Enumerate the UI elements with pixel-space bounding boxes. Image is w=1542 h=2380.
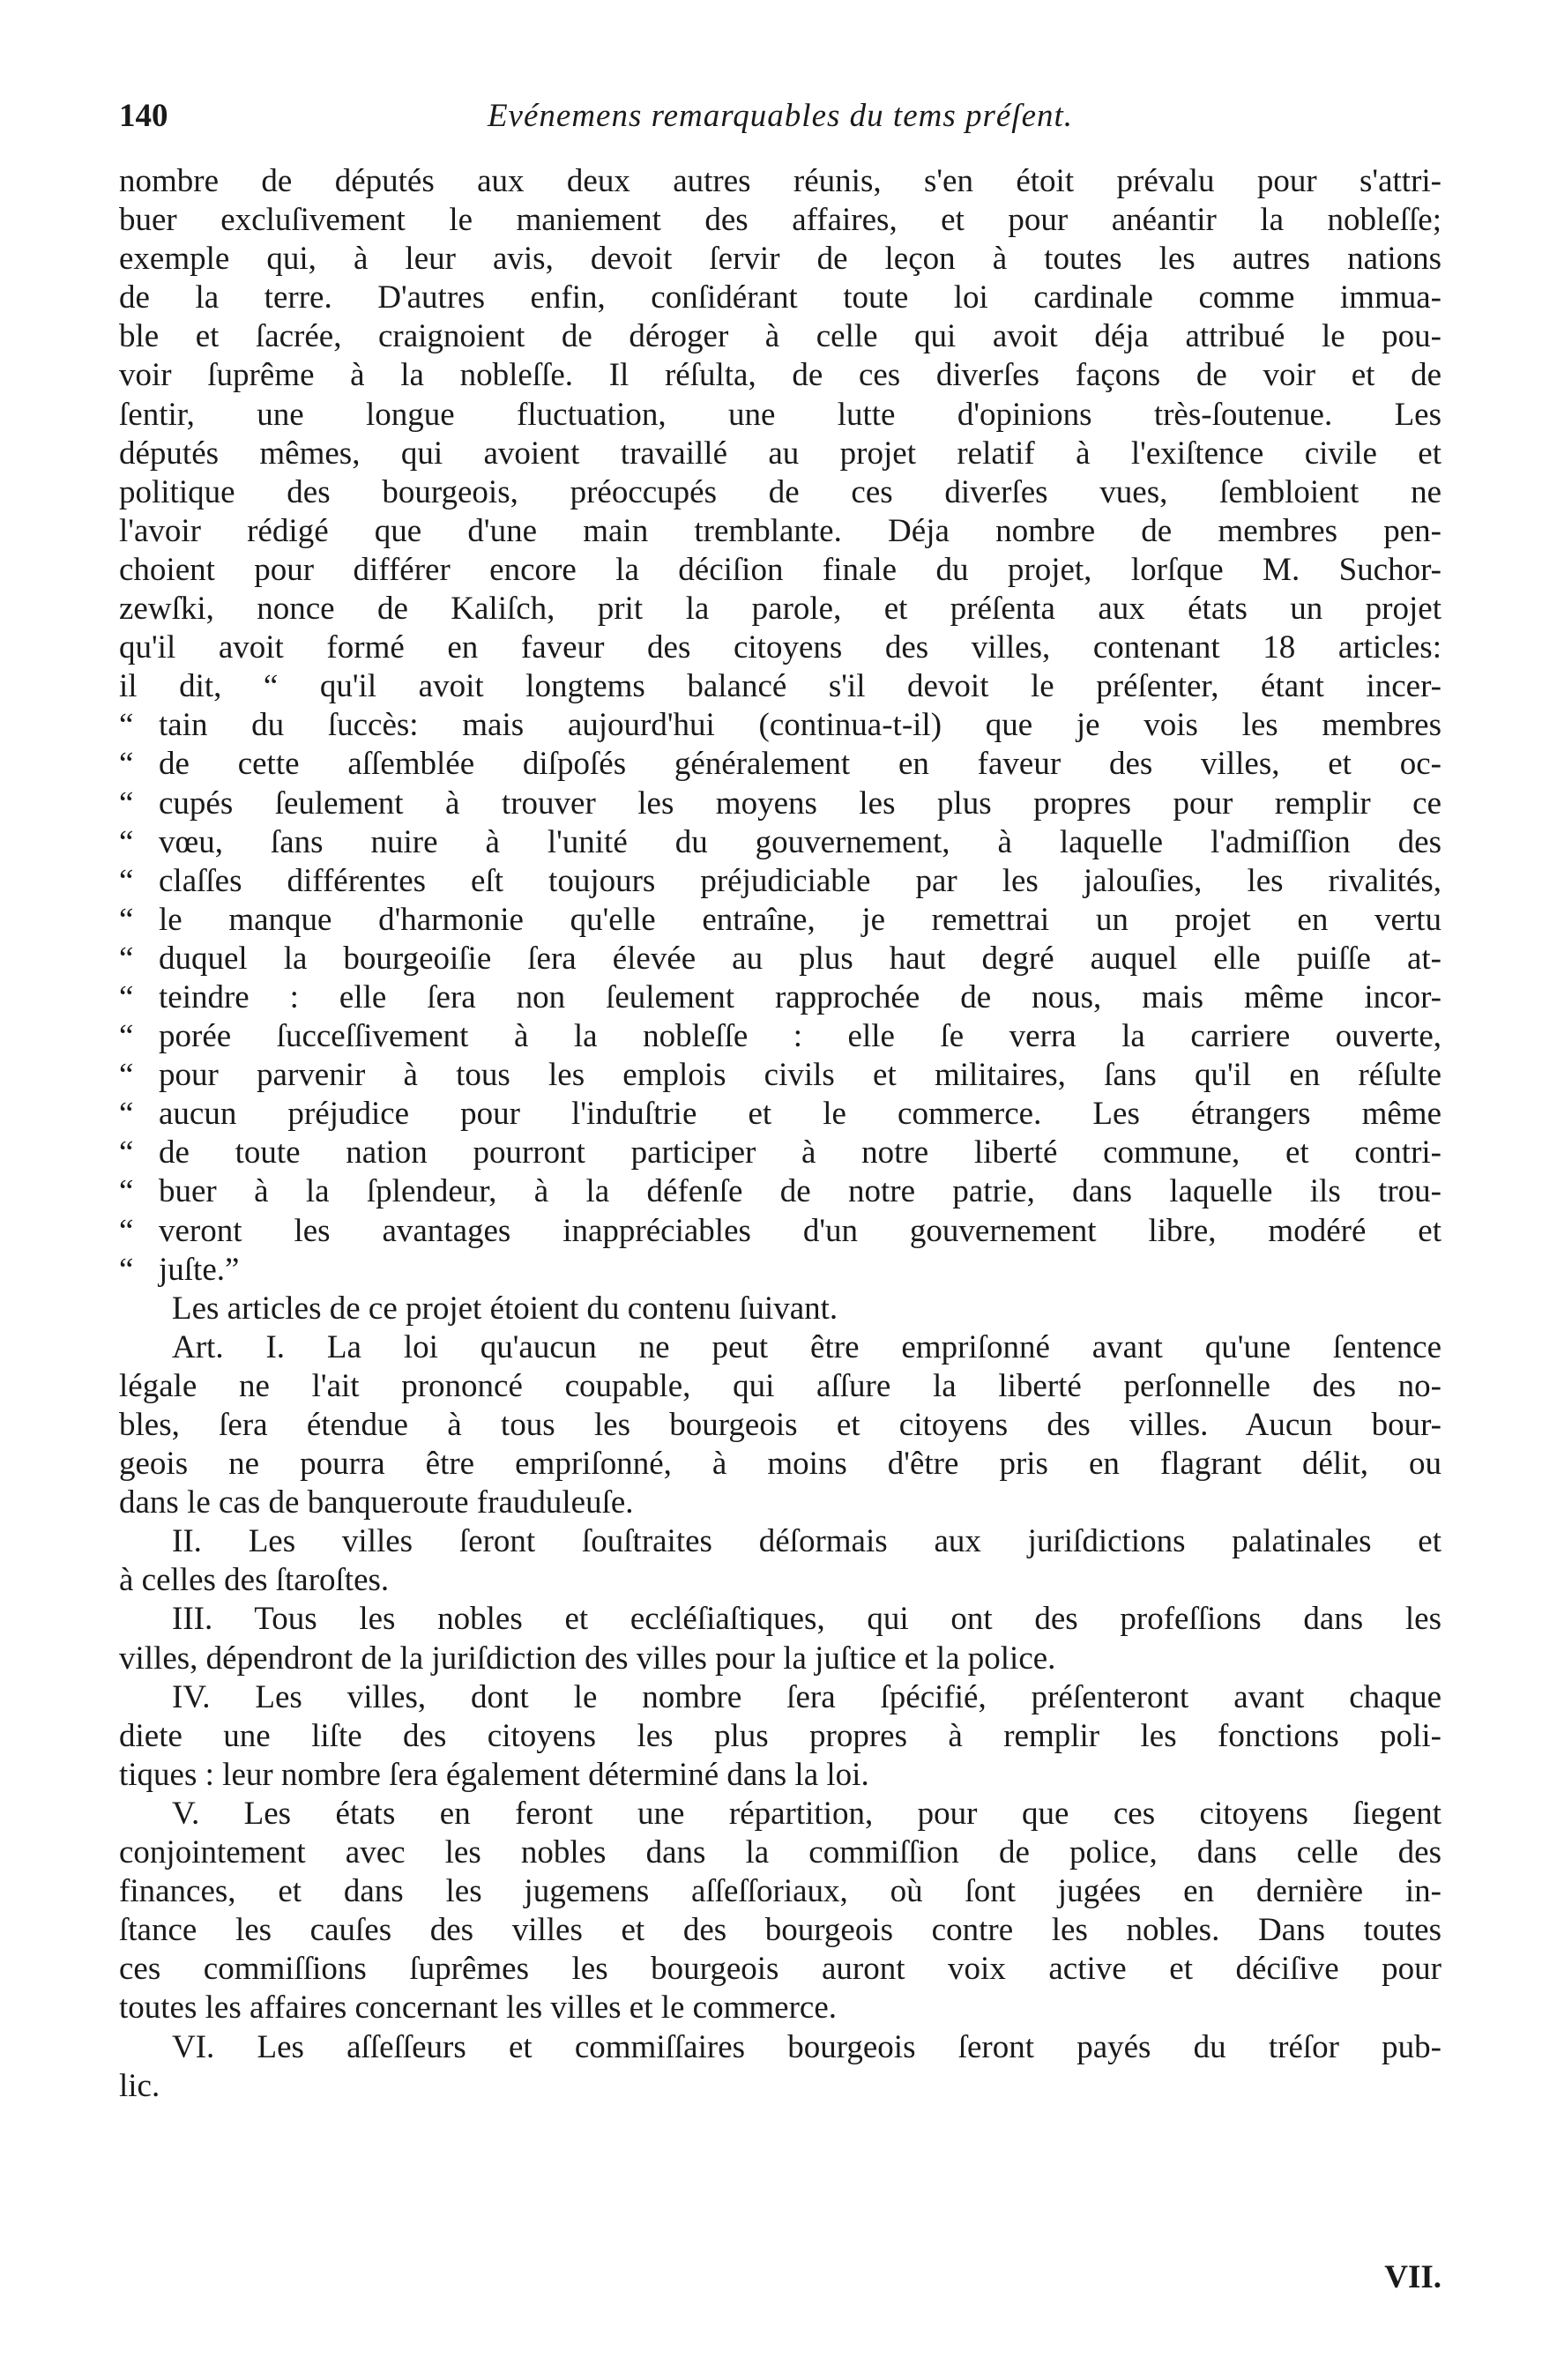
text-line	[119, 1134, 1441, 1172]
line-text: V. Les états en feront une répartition, pour que ces citoyens ſiegent	[172, 1795, 1441, 1832]
line-text: bles, ſera étendue à tous les bourgeois et citoyens des villes. Aucun bour-	[119, 1407, 1441, 1443]
line-text: exemple qui, à leur avis, devoit ſervir de leçon à toutes les autres nations	[119, 241, 1441, 278]
quote-mark: “	[119, 1212, 134, 1249]
page-header	[119, 97, 1441, 159]
line-text: députés mêmes, qui avoient travaillé au projet relatif à l'exiſtence civile et	[119, 435, 1441, 472]
text-line	[119, 628, 1441, 667]
text-line	[119, 1795, 1441, 1833]
text-line	[119, 201, 1441, 240]
line-text: Les articles de ce projet étoient du contenu ſuivant.	[172, 1290, 838, 1327]
line-text: l'avoir rédigé que d'une main tremblante. Déja nombre de membres pen-	[119, 512, 1441, 549]
line-text: le manque d'harmonie qu'elle entraîne, je remettrai un projet en vertu	[159, 901, 1441, 938]
text-line	[119, 745, 1441, 784]
page-number: 140	[119, 98, 168, 134]
text-line	[119, 1290, 1441, 1328]
body-text	[119, 162, 1441, 2106]
text-line	[119, 823, 1441, 862]
text-line	[119, 1640, 1441, 1678]
quote-mark: “	[119, 823, 134, 860]
text-line	[119, 1756, 1441, 1795]
text-line	[119, 356, 1441, 395]
quote-mark: “	[119, 746, 134, 783]
line-text: villes, dépendront de la juriſdiction des villes pour la juſtice et la police.	[119, 1640, 1056, 1677]
text-line	[119, 1406, 1441, 1445]
text-line	[119, 1017, 1441, 1056]
line-text: IV. Les villes, dont le nombre ſera ſpécifié, préſenteront avant chaque	[172, 1678, 1441, 1715]
text-line	[119, 1872, 1441, 1911]
text-line	[119, 1172, 1441, 1211]
line-text: juſte.”	[159, 1251, 240, 1288]
line-text: il dit, “ qu'il avoit longtems balancé s'il devoit le préſenter, étant incer-	[119, 668, 1441, 705]
quote-mark: “	[119, 1134, 134, 1171]
text-line	[119, 435, 1441, 473]
line-text: aucun préjudice pour l'induſtrie et le commerce. Les étrangers même	[159, 1096, 1441, 1133]
text-line	[119, 978, 1441, 1017]
line-text: II. Les villes ſeront ſouſtraites déſormais aux juriſdictions palatinales et	[172, 1523, 1441, 1560]
line-text: vœu, ſans nuire à l'unité du gouvernement, à laquelle l'admiſſion des	[159, 823, 1441, 860]
text-line	[119, 1600, 1441, 1639]
line-text: ble et ſacrée, craignoient de déroger à celle qui avoit déja attribué le pou-	[119, 318, 1441, 355]
line-text: tiques : leur nombre ſera également déterminé dans la loi.	[119, 1756, 869, 1793]
text-line	[119, 279, 1441, 317]
line-text: tain du ſuccès: mais aujourd'hui (continua-t-il) que je vois les membres	[159, 707, 1441, 744]
quote-mark: “	[119, 785, 134, 822]
quote-mark: “	[119, 1096, 134, 1133]
line-text: de cette aſſemblée diſpoſés généralement en faveur des villes, et oc-	[159, 746, 1441, 783]
line-text: VI. Les aſſeſſeurs et commiſſaires bourgeois ſeront payés du tréſor pub-	[172, 2028, 1441, 2065]
line-text: finances, et dans les jugemens aſſeſſoriaux, où ſont jugées en dernière in-	[119, 1873, 1441, 1910]
line-text: voir ſuprême à la nobleſſe. Il réſulta, de ces diverſes façons de voir et de	[119, 357, 1441, 394]
line-text: conjointement avec les nobles dans la commiſſion de police, dans celle des	[119, 1834, 1441, 1871]
text-line	[119, 473, 1441, 512]
line-text: lic.	[119, 2067, 160, 2104]
line-text: toutes les affaires concernant les villes et le commerce.	[119, 1990, 837, 2027]
text-line	[119, 862, 1441, 901]
quote-mark: “	[119, 940, 134, 977]
line-text: claſſes différentes eſt toujours préjudiciable par les jalouſies, les rivalités,	[159, 862, 1441, 899]
line-text: de toute nation pourront participer à notre liberté commune, et contri-	[159, 1134, 1441, 1171]
text-line	[119, 2028, 1441, 2067]
text-line	[119, 1833, 1441, 1872]
text-line	[119, 1251, 1441, 1290]
text-line	[119, 1367, 1441, 1406]
line-text: Art. I. La loi qu'aucun ne peut être empriſonné avant qu'une ſentence	[172, 1328, 1441, 1365]
quote-mark: “	[119, 1018, 134, 1055]
text-line	[119, 1950, 1441, 1989]
line-text: diete une liſte des citoyens les plus propres à remplir les fonctions poli-	[119, 1717, 1441, 1754]
book-page	[119, 97, 1441, 2106]
line-text: choient pour différer encore la déciſion finale du projet, lorſque M. Suchor-	[119, 551, 1441, 588]
line-text: geois ne pourra être empriſonné, à moins d'être pris en flagrant délit, ou	[119, 1446, 1441, 1483]
line-text: à celles des ſtaroſtes.	[119, 1562, 390, 1599]
quote-mark: “	[119, 1057, 134, 1094]
line-text: ces commiſſions ſuprêmes les bourgeois auront voix active et déciſive pour	[119, 1951, 1441, 1988]
line-text: zewſki, nonce de Kaliſch, prit la parole, et préſenta aux états un projet	[119, 591, 1441, 628]
text-line	[119, 1561, 1441, 1600]
line-text: ſtance les cauſes des villes et des bourgeois contre les nobles. Dans toutes	[119, 1912, 1441, 1949]
line-text: buer excluſivement le maniement des affaires, et pour anéantir la nobleſſe;	[119, 202, 1441, 239]
line-text: ſentir, une longue fluctuation, une lutte d'opinions très-ſoutenue. Les	[119, 396, 1441, 433]
line-text: légale ne l'ait prononcé coupable, qui aſſure la liberté perſonnelle des no-	[119, 1367, 1441, 1404]
quote-mark: “	[119, 862, 134, 899]
line-text: teindre : elle ſera non ſeulement rapprochée de nous, mais même incor-	[159, 978, 1441, 1015]
text-line	[119, 1056, 1441, 1095]
line-text: duquel la bourgeoiſie ſera élevée au plus haut degré auquel elle puiſſe at-	[159, 940, 1441, 977]
text-line	[119, 317, 1441, 356]
text-line	[119, 901, 1441, 940]
quote-mark: “	[119, 1173, 134, 1210]
text-line	[119, 1522, 1441, 1561]
text-line	[119, 551, 1441, 590]
line-text: veront les avantages inappréciables d'un gouvernement libre, modéré et	[159, 1212, 1441, 1249]
text-line	[119, 706, 1441, 745]
text-line	[119, 667, 1441, 706]
line-text: nombre de députés aux deux autres réunis, s'en étoit prévalu pour s'attri-	[119, 163, 1441, 199]
text-line	[119, 2067, 1441, 2106]
text-line	[119, 590, 1441, 628]
text-line	[119, 1328, 1441, 1367]
line-text: politique des bourgeois, préoccupés de ces diverſes vues, ſembloient ne	[119, 473, 1441, 510]
text-line	[119, 1989, 1441, 2027]
text-line	[119, 940, 1441, 978]
text-line	[119, 240, 1441, 279]
text-line	[119, 162, 1441, 201]
line-text: III. Tous les nobles et eccléſiaſtiques, qui ont des profeſſions dans les	[172, 1601, 1441, 1638]
text-line	[119, 1212, 1441, 1251]
running-head: Evénemens remarquables du tems préſent.	[487, 98, 1074, 134]
line-text: porée ſucceſſivement à la nobleſſe : elle ſe verra la carriere ouverte,	[159, 1018, 1441, 1055]
text-line	[119, 1484, 1441, 1522]
line-text: de la terre. D'autres enfin, conſidérant toute loi cardinale comme immua-	[119, 279, 1441, 316]
line-text: dans le cas de banqueroute frauduleuſe.	[119, 1484, 634, 1521]
line-text: buer à la ſplendeur, à la défenſe de notre patrie, dans laquelle ils trou-	[159, 1173, 1441, 1210]
quote-mark: “	[119, 901, 134, 938]
text-line	[119, 1445, 1441, 1484]
text-line	[119, 1678, 1441, 1717]
line-text: qu'il avoit formé en faveur des citoyens des villes, contenant 18 articles:	[119, 629, 1441, 666]
text-line	[119, 1717, 1441, 1756]
line-text: cupés ſeulement à trouver les moyens les plus propres pour remplir ce	[159, 785, 1441, 822]
text-line	[119, 512, 1441, 551]
text-line	[119, 785, 1441, 823]
quote-mark: “	[119, 707, 134, 744]
line-text: pour parvenir à tous les emplois civils et militaires, ſans qu'il en réſulte	[159, 1057, 1441, 1094]
quote-mark: “	[119, 978, 134, 1015]
text-line	[119, 1911, 1441, 1950]
text-line	[119, 1095, 1441, 1134]
quote-mark: “	[119, 1251, 134, 1288]
catchword: VII.	[1384, 2259, 1441, 2295]
text-line	[119, 396, 1441, 435]
